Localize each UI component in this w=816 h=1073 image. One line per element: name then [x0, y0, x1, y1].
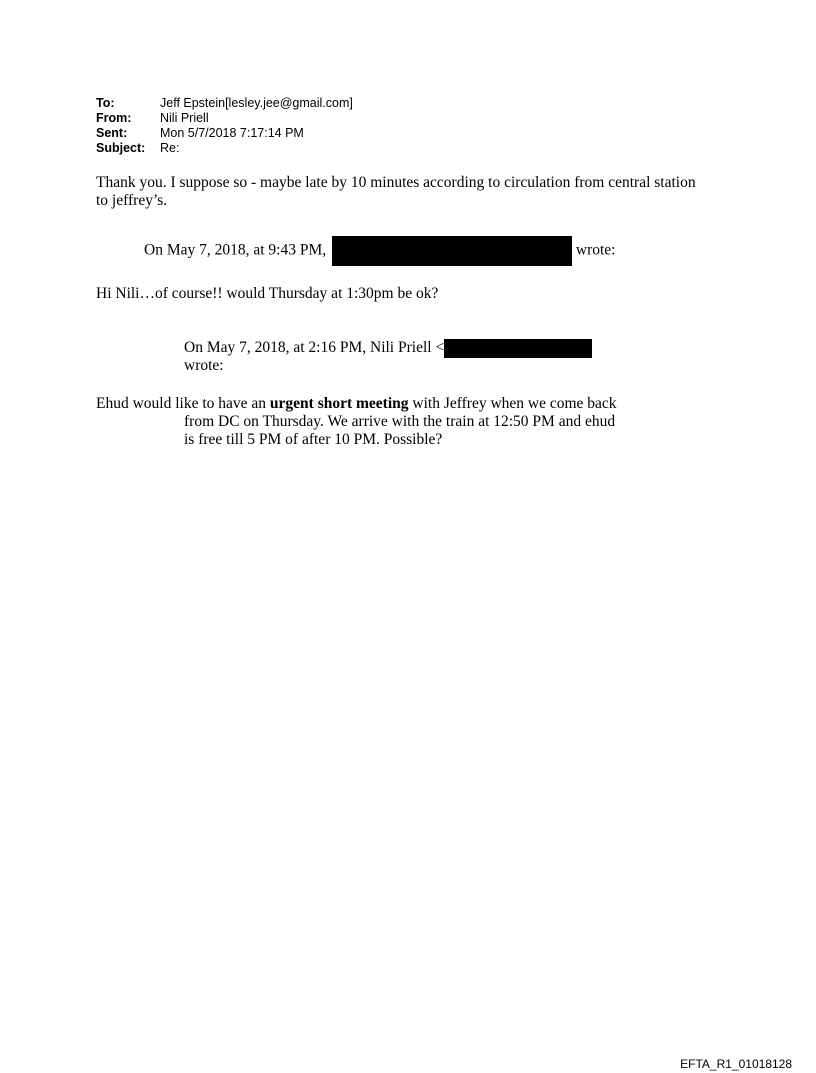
quote2-prefix: On May 7, 2018, at 2:16 PM, Nili Priell < [184, 339, 445, 357]
quote1-prefix: On May 7, 2018, at 9:43 PM, [144, 241, 327, 259]
reply-line: Thank you. I suppose so - maybe late by 10 minutes according to circulation from central station [96, 174, 696, 191]
quote2-line1-post: with Jeffrey when we come back [408, 395, 617, 412]
quote2-line: is free till 5 PM of after 10 PM. Possible? [184, 431, 443, 448]
subject-row [96, 141, 353, 156]
quote1-suffix: wrote: [575, 241, 616, 259]
quote2-suffix: wrote: [184, 357, 224, 374]
sent-label: Sent: [96, 126, 128, 140]
from-value: Nili Priell [160, 111, 209, 125]
quote2-line1-pre: Ehud would like to have an [96, 395, 270, 412]
sent-value: Mon 5/7/2018 7:17:14 PM [160, 126, 304, 140]
reply-line: to jeffrey’s. [96, 192, 168, 209]
from-row [96, 111, 353, 126]
redaction-block [444, 339, 592, 358]
subject-label: Subject: [96, 141, 146, 155]
subject-value: Re: [160, 141, 180, 155]
quote2-line: from DC on Thursday. We arrive with the train at 12:50 PM and ehud [184, 413, 616, 430]
quote2-line [96, 395, 617, 413]
quote1-text: Hi Nili…of course!! would Thursday at 1:30pm be ok? [96, 285, 439, 302]
email-header [96, 96, 353, 156]
sent-row [96, 126, 353, 141]
quote1-attribution [144, 236, 615, 266]
reply-paragraph [96, 174, 696, 210]
to-value: Jeff Epstein[lesley.jee@gmail.com] [160, 96, 353, 110]
quote2-attribution [184, 339, 592, 358]
to-row [96, 96, 353, 111]
to-label: To: [96, 96, 115, 110]
redaction-block [332, 236, 572, 266]
from-label: From: [96, 111, 132, 125]
quote2-emphasis: urgent short meeting [269, 395, 409, 412]
document-id: EFTA_R1_01018128 [680, 1057, 792, 1071]
